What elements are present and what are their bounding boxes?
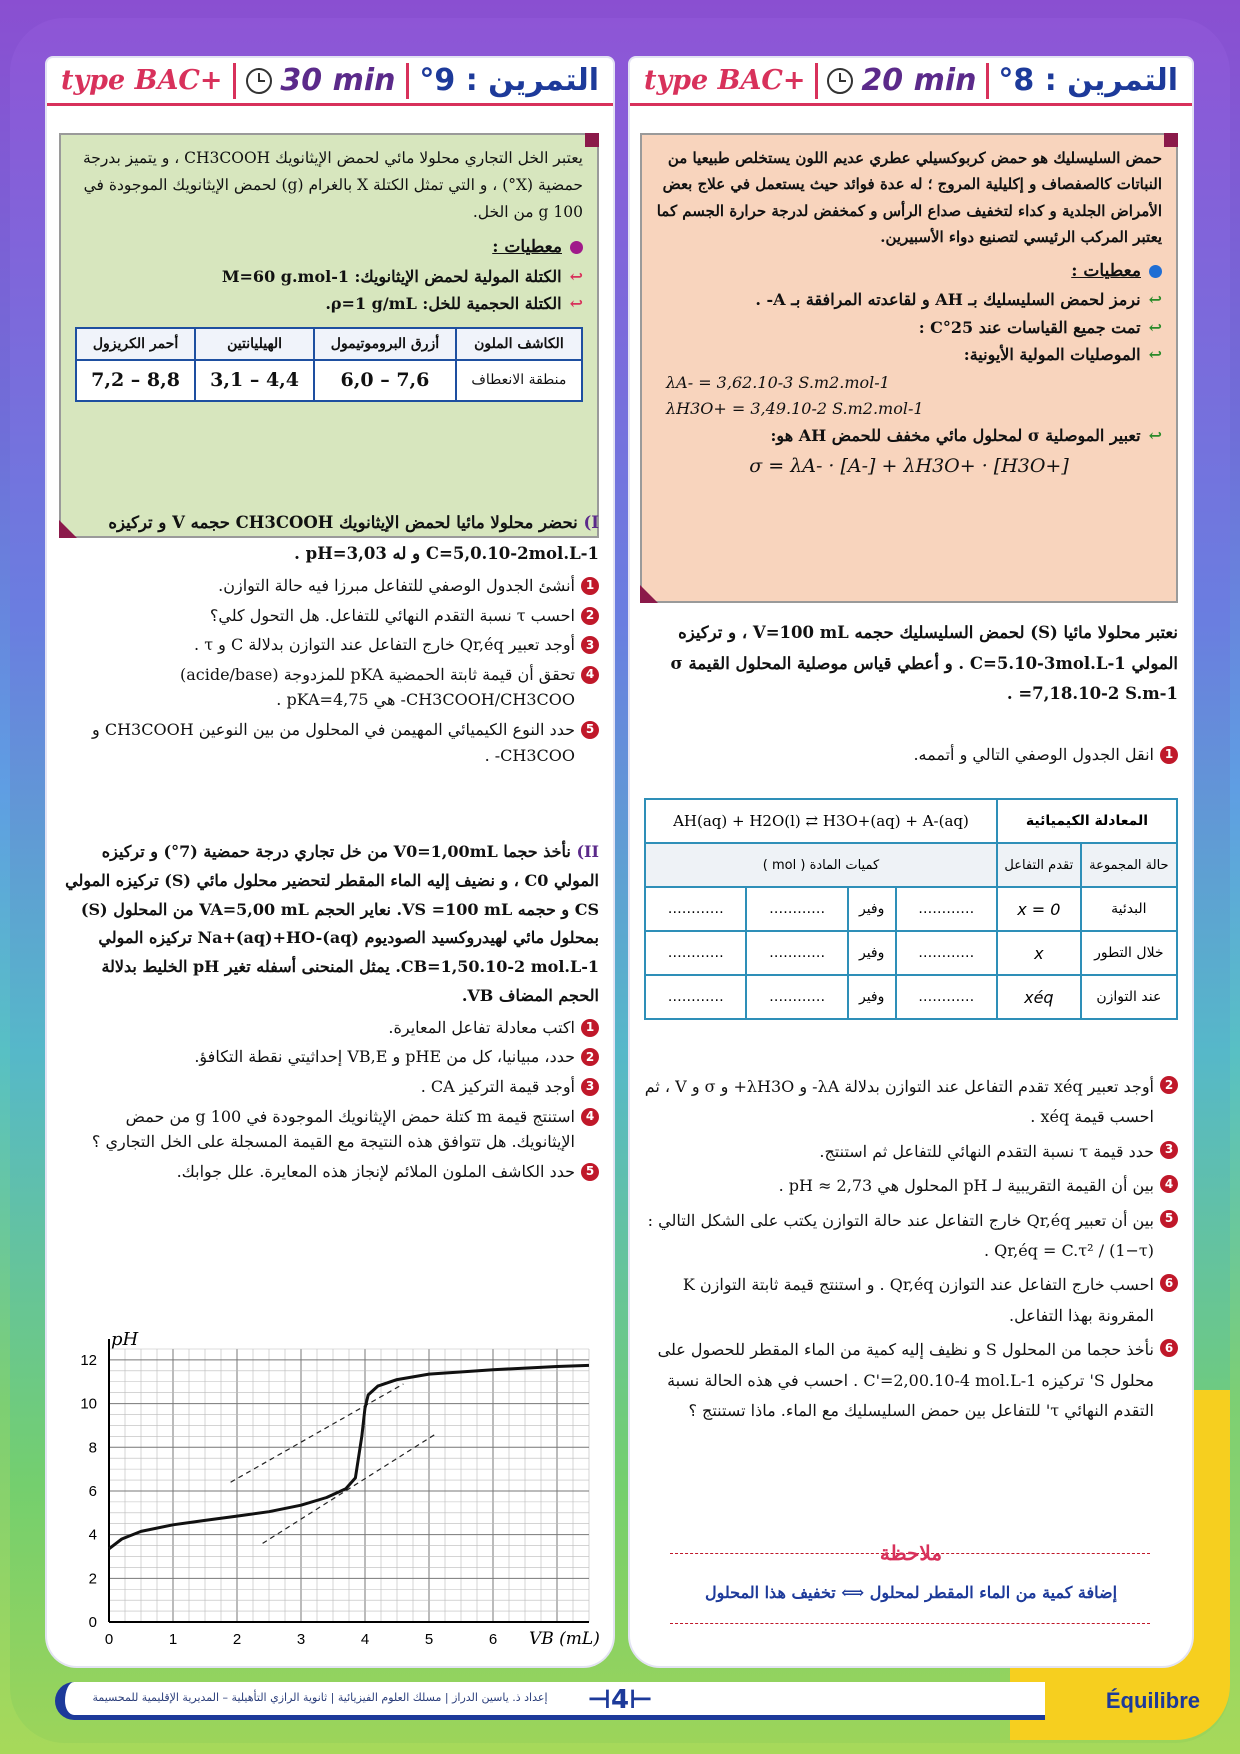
separator (986, 63, 989, 99)
clock-icon (827, 68, 853, 94)
data-heading: معطيات : (75, 234, 583, 261)
progress-table (644, 798, 1178, 1020)
intro-text: يعتبر الخل التجاري محلولا مائي لحمض الإيثانويك CH3COOH ، و يتميز بدرجة حمضية (X°) ، و التي تمثل الكتلة X بالغرام (g) لحمض الإيثانويك الموجودة في 100 g من الخل. (82, 149, 583, 222)
y-tick-label: 0 (88, 1614, 97, 1631)
intro-text: حمض السليسليك هو حمض كربوكسيلي عطري عديم اللون يستخلص طبيعيا من النباتات كالصفصاف و إكليلية المروج ؛ له عدة فوائد حيث يستعمل في علاج بعض الأمراض الجلدية و كداء لتخفيف صداع الرأس و كمخفض لدرجة حرارة الجسم كما يعتبر المركب الرئيسي لتصنيع دواء الأسبيرين. (656, 149, 1162, 246)
corner-mark (585, 133, 599, 147)
titration-chart (47, 1327, 613, 1657)
question-1: 1 انقل الجدول الوصفي التالي و أتممه. (644, 738, 1178, 772)
separator (233, 63, 236, 99)
exercise-title: التمرين : 9° (419, 63, 599, 98)
x-axis-label: VB (mL) (529, 1629, 600, 1649)
part-2: II) نأخذ حجما V0=1,00mL من خل تجاري درجة حمضية (7°) و تركيزه المولي C0 ، و نضيف إليه الماء المقطر لتحضير محلول مائي (S) تركيزه المولي CS و حجمه VS =100 mL. نعاير الحجم VA=5,00 mL من المحلول (S) بمحلول مائي لهيدروكسيد الصوديوم Na+(aq)+HO-(aq) تركيزه المولي CB=1,50.10-2 mol.L-1. يمثل المنحنى أسفله تغير pH الخليط بدلالة الحجم المضاف VB. 1 اكتب معادلة تفاعل المعايرة. 2 حدد، مبيانيا، كل من pHE و VB,E إحداثيتي نقطة التكافؤ. 3 أوجد قيمة التركيز CA . 4 استنتج قيمة m كتلة حمض الإيثانويك الموجودة في 100 g من حمض الإيثانويك. هل تتوافق هذه النتيجة مع القيمة المسجلة على الخل التجاري ؟ 5 حدد الكاشف الملون الملائم لإنجاز هذه المعايرة. علل جوابك. (65, 842, 599, 1181)
table-qty-header: كميات المادة ( mol ) (645, 843, 997, 887)
separator (406, 63, 409, 99)
exercise-8-column (630, 58, 1192, 1666)
table-row: عند التوازن xéq ………… وفير ………… ………… (645, 975, 1177, 1019)
separator (815, 63, 818, 99)
y-axis-label: pH (111, 1329, 139, 1350)
questions-2-7: 2 أوجد تعبير xéq تقدم التفاعل عند التوازن بدلالة λA- و λH3O+ و σ و V ، ثم احسب قيمة xéq . 3 حدد قيمة τ نسبة التقدم النهائي للتفاعل ثم استنتج. 4 بين أن القيمة التقريبية لـ pH المحلول هي pH ≈ 2,73 . 5 بين أن تعبير Qr,éq خارج التفاعل عند حالة التوازن يكتب على الشكل التالي : Qr,éq = C.τ² / (1−τ) . 6 احسب خارج التفاعل عند التوازن Qr,éq . و استنتج قيمة ثابتة التوازن K المقرونة بهذا التفاعل. 6 نأخذ حجما من المحلول S و نظيف إليه كمية من الماء المقطر للحصول على محلول S' تركيزه C'=2,00.10-4 mol.L-1 . احسب في هذه الحالة نسبة التقدم النهائي τ' للتفاعل بين حمض السليسليك مع الماء. ماذا تستنتج ؟ (644, 1068, 1178, 1430)
data-item: ↩ الموصليات المولية الأيونية: (963, 345, 1162, 365)
table-state-header: حالة المجموعة (1081, 843, 1177, 887)
x-tick-label: 1 (168, 1631, 178, 1648)
footer-credits: إعداد ذ. ياسين الدراز | مسلك العلوم الفيزيائية | ثانوية الرازي التأهيلية – المديرية الإقليمية للمحسيمة (92, 1691, 548, 1704)
duration-value: 20 min (861, 63, 977, 98)
part-1: I) نحضر محلولا مائيا لحمض الإيثانويك CH3COOH حجمه V و تركيزه C=5,0.10-2mol.L-1 و له pH=3,03 . 1 أنشئ الجدول الوصفي للتفاعل مبرزا فيه حالة التوازن. 2 احسب τ نسبة التقدم النهائي للتفاعل. هل التحول كلي؟ 3 أوجد تعبير Qr,éq خارج التفاعل عند التوازن بدلالة C و τ . 4 تحقق أن قيمة ثابتة الحمضية pKA للمزدوجة (acide/base) CH3COOH/CH3COO- هي pKA=4,75 . 5 حدد النوع الكيميائي المهيمن في المحلول من بين النوعين CH3COOH و CH3COO- . (92, 513, 599, 765)
bullet-icon (1149, 265, 1162, 278)
exercise-8-header (630, 58, 1192, 106)
bullet-icon (570, 241, 583, 254)
y-tick-label: 8 (88, 1439, 97, 1457)
table-eq-label: المعادلة الكيميائية (997, 799, 1177, 843)
data-box (640, 133, 1178, 603)
duration-value: 30 min (280, 63, 396, 98)
conductivity-formula: σ = λA- · [A-] + λH3O+ · [H3O+] (749, 454, 1069, 477)
note-body: إضافة كمية من الماء المقطر لمحلول ⟺ تخفيف هذا المحلول (704, 1583, 1118, 1602)
indicator-table: الكاشف الملون أزرق البروموتيمول الهيليانتين أحمر الكريزول منطقة الانعطاف 6,0 – 7,6 3,1 – 4,4 7,2 – 8,8 (75, 327, 583, 402)
x-tick-label: 2 (232, 1631, 242, 1648)
note-divider (670, 1623, 1150, 1624)
table-row: البدئية x = 0 ………… وفير ………… ………… (645, 887, 1177, 931)
corner-mark (640, 585, 658, 603)
data-item: ↩ الكتلة الحجمية للخل: ρ=1 g/mL. (325, 294, 583, 314)
lambda-h3o: λH3O+ = 3,49.10-2 S.m2.mol-1 (666, 398, 924, 418)
type-bac-label: type BAC+ (61, 65, 223, 96)
data-box (59, 133, 599, 538)
data-item: ↩ تعبير الموصلية σ لمحلول مائي مخفف للحمض AH هو: (770, 426, 1162, 446)
data-item: ↩ الكتلة المولية لحمض الإيثانويك: M=60 g.mol-1 (221, 266, 583, 286)
y-tick-label: 12 (80, 1351, 97, 1369)
problem-statement: نعتبر محلولا مائيا (S) لحمض السليسليك حجمه V=100 mL ، و تركيزه المولي C=5.10-3mol.L-1 . و أعطي قياس موصلية المحلول القيمة σ =7,18.10-2 S.m-1 . (670, 623, 1178, 704)
data-heading: معطيات : (656, 258, 1162, 285)
note-title: ملاحظة (879, 1541, 943, 1565)
x-tick-label: 4 (360, 1631, 370, 1648)
corner-mark (1164, 133, 1178, 147)
page-number: ⊣ 4 ⊢ (587, 1685, 653, 1715)
x-tick-label: 5 (424, 1631, 434, 1648)
y-tick-label: 10 (80, 1395, 97, 1413)
x-tick-label: 6 (488, 1631, 498, 1648)
table-adv-header: تقدم التفاعل (997, 843, 1081, 887)
x-tick-label: 3 (296, 1631, 306, 1648)
x-tick-label: 0 (104, 1631, 114, 1648)
chapter-tag: Équilibre (1105, 1688, 1200, 1713)
type-bac-label: type BAC+ (644, 65, 806, 96)
y-tick-label: 6 (88, 1482, 97, 1500)
table-equation: AH(aq) + H2O(l) ⇄ H3O+(aq) + A-(aq) (645, 799, 997, 843)
y-tick-label: 4 (88, 1526, 97, 1544)
data-item: ↩ نرمز لحمض السليسليك بـ AH و لقاعدته المرافقة بـ A- . (755, 290, 1162, 310)
data-item: ↩ تمت جميع القياسات عند 25°C : (918, 317, 1162, 337)
table-row: خلال التطور x ………… وفير ………… ………… (645, 931, 1177, 975)
duration (827, 63, 976, 98)
exercise-9-header (47, 58, 613, 106)
duration (246, 63, 395, 98)
y-tick-label: 2 (88, 1570, 97, 1588)
lambda-a: λA- = 3,62.10-3 S.m2.mol-1 (666, 372, 890, 392)
exercise-title: التمرين : 8° (998, 63, 1178, 98)
clock-icon (246, 68, 272, 94)
